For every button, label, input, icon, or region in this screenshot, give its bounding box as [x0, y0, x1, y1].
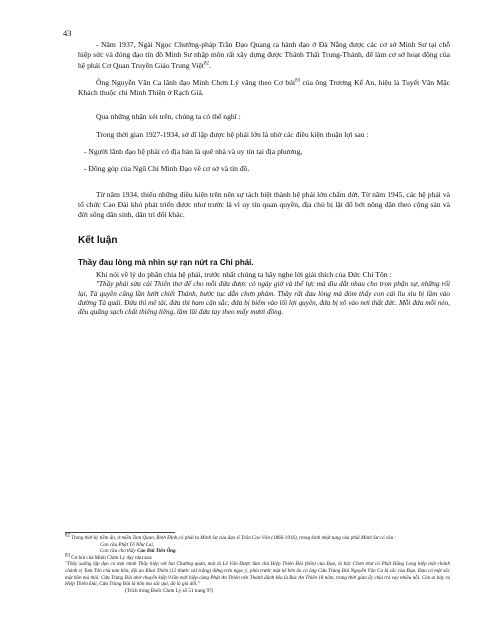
- subheading-thay-dau-long: Thầy đau lòng mà nhìn sự rạn nứt ra Chi phái.: [78, 257, 254, 267]
- quote-chi-ton: "Thầy phải sửa cải Thiên thơ để cho mỗi đứa được có ngày giờ và thế lực mà dìu dắt nhau cho trọn phận sự, những rối lại, Tà quyền cũng lần lướt chiết Thánh, bước tục dẫn chơn phàm. Thầy rất đau lòng mà đóm thấy con cái lìu xìu bị lầm vào đường Tà quái. Đứa thì mê tài, đứa thì ham cân sắc, đứa bị biếm vào lối lợi quyền, đứa bị xô vào nơi thất đức. Mỗi đứa mỗi nẻo, đều quăng sạch chất thiêng liêng, lầm lũi đứa tay theo mấy mươi đồng.: [78, 280, 450, 316]
- footnote-83-source: (Trích trong Đuốc Chơn Lý số 51 trang 97): [125, 587, 214, 594]
- paragraph-nguyen-van-ca: [78, 78, 450, 99]
- footnote-82-verse-2-end: .: [175, 548, 177, 555]
- heading-ket-luan: Kết luận: [78, 234, 118, 246]
- paragraph-1934: Từ năm 1934, thiếu những điều kiện trên nên sự tách biệt thành hệ phái lớn chấm dứt. Từ năm 1945, các hệ phái và tổ chức Cao Đài khó phát triển được như trước là vì uy tín quan quyền, địa chủ bị lật đổ bởi nông dân theo cộng sản và đời sống dân sinh, dân trí đổi khác.: [78, 189, 450, 220]
- paragraph-1927-1934: Trong thời gian 1927-1934, sở dĩ lập được hệ phái lớn là nhờ các điều kiện thuận lợi sau :: [96, 129, 369, 139]
- footnote-ref-82[interactable]: 82: [203, 61, 209, 67]
- main-text: [78, 40, 450, 317]
- footnotes: [65, 535, 450, 594]
- footnote-82-number: 82: [65, 533, 70, 539]
- footnote-ref-83[interactable]: 83: [295, 78, 301, 84]
- footnote-83-quote: "Thầy xuống lập đạo có một mình Thầy hiệp với hai Chưởng quản, một là Lê Văn Được làm chủ Hiệp Thiên Đài (bổn) của Đạo, là bậc Chơn như có Phật Hằng Long hiệp một chánh chánh vị Tam Tôn chủ tam hồn, đội áo Khai Thiên (12 thước vải trắng) đứng trên ngọc ý, phía trước mặt kể bên ăn có ông Cửu Trùng Đài Nguyễn Văn Ca là sắc của Đạo. Đạo có một sắc mặt hồn mà thôi. Cửu Trùng Đài nhờ chuyến kiếp 9 lần mới hiệp cùng Phật An Thiên nên Thánh đành kêu là Bác An Thiên 18 năm, trong thời gian ấy chịu trả vay nhiều nỗi. Còn ai bảy ra Hiệp Thiên Đài, Cửu Trùng Đài là hồn ma sắc quỉ, đó là giả dối.": [65, 561, 450, 588]
- footnote-82-verse-2-bold: Cao Đài Tiên Ông: [137, 548, 176, 555]
- paragraph-1937: [78, 40, 450, 71]
- footnote-divider: [65, 532, 175, 533]
- footnote-83-text: Cơ bút của Minh Chơn Lý dạy như sau:: [71, 554, 153, 561]
- bullet-dong-gop: - Đông góp của Ngũ Chi Minh Đạo về cơ sở và tín đồ.: [84, 164, 250, 174]
- paragraph-nguyen-van-ca-text: Ông Nguyễn Văn Ca lãnh đạo Minh Chơn Lý vâng theo Cơ bút: [96, 77, 296, 87]
- paragraph-nguyen-van-ca-end: của ông Trương Kế An, hiệu là Tuyết Văn Mặc Khách thuộc chi Minh Thiện ở Rạch Giá.: [78, 77, 450, 98]
- footnote-82-text: Trong thời kỳ tiềm ẩn, ở miền Tam Quan, Bình Định,có phái tu Minh Sư của đạo sĩ Trần Cao Vân (1866-1916), trong kinh nhật tụng của phái Minh Sư có câu :: [71, 535, 397, 541]
- footnote-83-number: 83: [65, 553, 70, 559]
- footnote-82-verse-2-text: Con cầu cho thầy: [100, 548, 138, 555]
- footnote-82-verse-2: [65, 548, 450, 555]
- footnote-82: [65, 535, 450, 542]
- paragraph-1937-text: - Năm 1937, Ngài Ngọc Chưởng-pháp Trần Đạo Quang ra hành đạo ở Đà Nẵng được các cơ sở Minh Sư tại chỗ hiệp sức và đóng đạo tín đồ Minh Sư nhập môn rất xây dựng được Thánh Thất Trung-Thánh, để làm cơ sở hoạt động của hệ phái Cơ Quan Truyền Giáo Trung Việt: [78, 40, 450, 70]
- footnote-82-verse-1: Con cầu Phật Tổ Như Lai,: [100, 541, 155, 548]
- page-number: 43: [63, 28, 72, 38]
- paragraph-ly-do: Khi nói về lý do phân chia hệ phái, trước nhất chúng ta hãy nghe lời giải thích của Đức Chí Tôn :: [96, 270, 392, 280]
- paragraph-nhan-xet: Qua những nhận xét trên, chúng ta có thể nghĩ :: [96, 112, 241, 122]
- paragraph-1937-end: .: [208, 60, 211, 70]
- bullet-lanh-dao: - Người lãnh đạo hệ phái có địa bàn là quê nhà và uy tín tại địa phương,: [84, 147, 303, 157]
